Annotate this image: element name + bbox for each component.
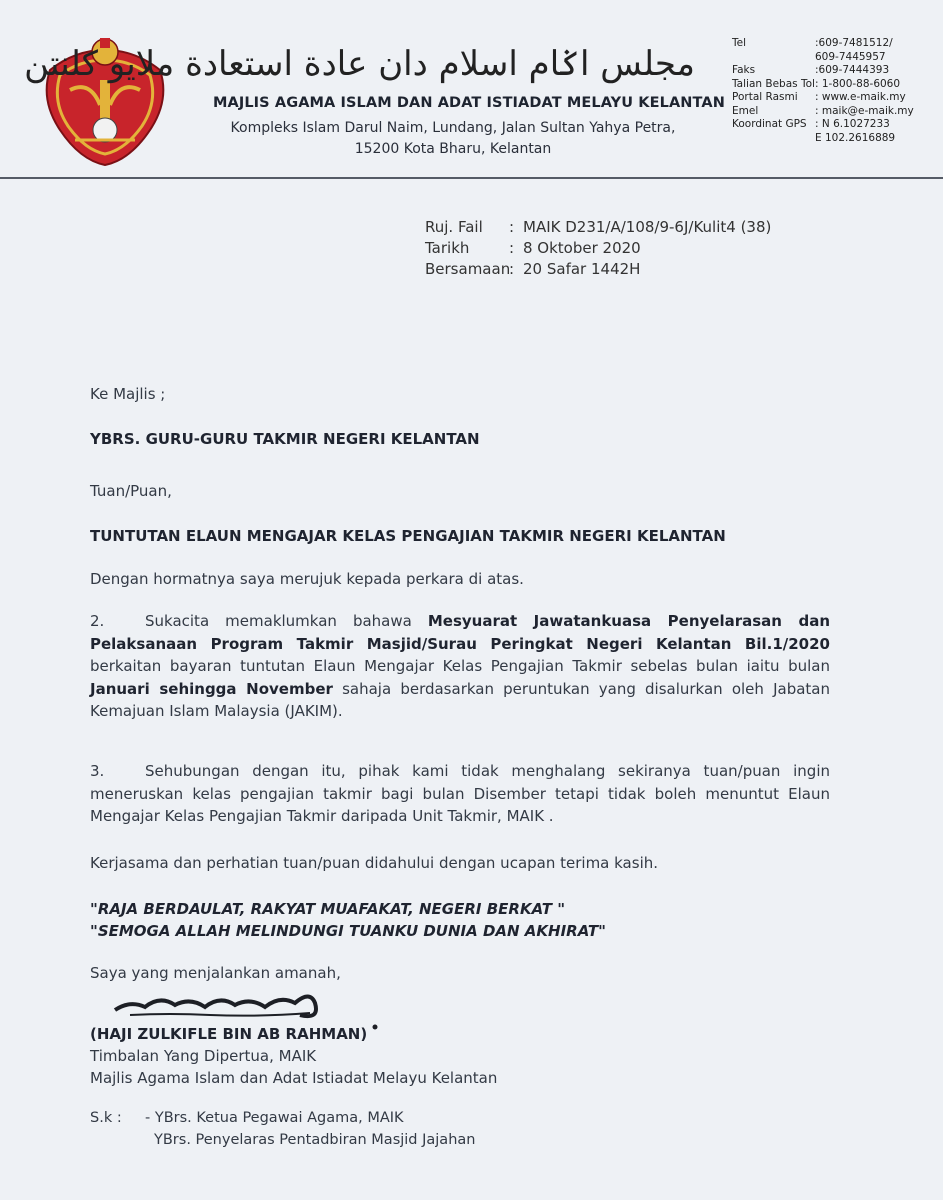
thanks-paragraph: Kerjasama dan perhatian tuan/puan didahului dengan ucapan terima kasih. <box>90 854 659 872</box>
to-line: Ke Majlis ; <box>90 385 166 403</box>
contact-row: Koordinat GPS : N 6.1027233 <box>732 118 890 130</box>
contact-row: Portal Rasmi : www.e-maik.my <box>732 91 906 103</box>
signer-organization: Majlis Agama Islam dan Adat Istiadat Melayu Kelantan <box>90 1069 498 1087</box>
cc-row: YBrs. Penyelaras Pentadbiran Masjid Jajahan <box>154 1132 476 1148</box>
salutation: Tuan/Puan, <box>90 482 172 500</box>
contact-row: Talian Bebas Tol : 1-800-88-6060 <box>732 77 901 90</box>
contact-row: 609-7445957 <box>815 50 886 63</box>
ref-hijri-row: Bersamaan : 20 Safar 1442H <box>425 260 641 278</box>
reference-block <box>425 217 771 280</box>
address <box>213 118 693 160</box>
contact-block <box>732 37 914 145</box>
signer-name: (HAJI ZULKIFLE BIN AB RAHMAN) <box>90 1025 368 1043</box>
copy-to-block <box>90 1107 475 1151</box>
paragraph-3: 3. Sehubungan dengan itu, pihak kami tidak menghalang sekiranya tuan/puan ingin meneruskan kelas pengajian takmir bagi bulan Disember tetapi tidak boleh menuntut Elaun Mengajar Kelas Pengajian Takmir daripada Unit Takmir, MAIK . <box>90 762 830 825</box>
address-line-1: Kompleks Islam Darul Naim, Lundang, Jalan Sultan Yahya Petra, <box>230 120 676 136</box>
subject: TUNTUTAN ELAUN MENGAJAR KELAS PENGAJIAN TAKMIR NEGERI KELANTAN <box>90 527 726 545</box>
contact-row: E 102.2616889 <box>815 131 896 144</box>
contact-row: Faks :609-7444393 <box>732 64 890 76</box>
intro-paragraph: Dengan hormatnya saya merujuk kepada perkara di atas. <box>90 570 524 588</box>
arabic-title: مجلس اݢام اسلام دان عادة استعادة ملايو كلنتن <box>24 44 695 84</box>
contact-row: Tel :609-7481512/ <box>732 37 893 49</box>
ref-file-row: Ruj. Fail : MAIK D231/A/108/9-6J/Kulit4 (38) <box>425 218 772 236</box>
contact-row: Emel : maik@e-maik.my <box>732 104 914 117</box>
signer-title: Timbalan Yang Dipertua, MAIK <box>90 1047 317 1065</box>
organization-name: MAJLIS AGAMA ISLAM DAN ADAT ISTIADAT MELAYU KELANTAN <box>213 95 725 111</box>
motto-line-1: "RAJA BERDAULAT, RAKYAT MUAFAKAT, NEGERI BERKAT " <box>90 900 566 918</box>
paragraph-2: 2. Sukacita memaklumkan bahawa Mesyuarat Jawatankuasa Penyelarasan dan Pelaksanaan Program Takmir Masjid/Surau Peringkat Negeri Kelantan Bil.1/2020 berkaitan bayaran tuntutan Elaun Mengajar Kelas Pengajian Takmir sebelas bulan iaitu bulan Januari sehingga November sahaja berdasarkan peruntukan yang disalurkan oleh Jabatan Kemajuan Islam Malaysia (JAKIM). <box>90 612 830 720</box>
motto-line-2: "SEMOGA ALLAH MELINDUNGI TUANKU DUNIA DAN AKHIRAT" <box>90 922 606 940</box>
closing-line: Saya yang menjalankan amanah, <box>90 964 341 982</box>
header-divider <box>0 177 943 179</box>
recipient: YBRS. GURU-GURU TAKMIR NEGERI KELANTAN <box>90 430 480 448</box>
ref-date-row: Tarikh : 8 Oktober 2020 <box>425 239 641 257</box>
address-line-2: 15200 Kota Bharu, Kelantan <box>354 141 552 157</box>
cc-row: S.k : - YBrs. Ketua Pegawai Agama, MAIK <box>90 1110 404 1126</box>
